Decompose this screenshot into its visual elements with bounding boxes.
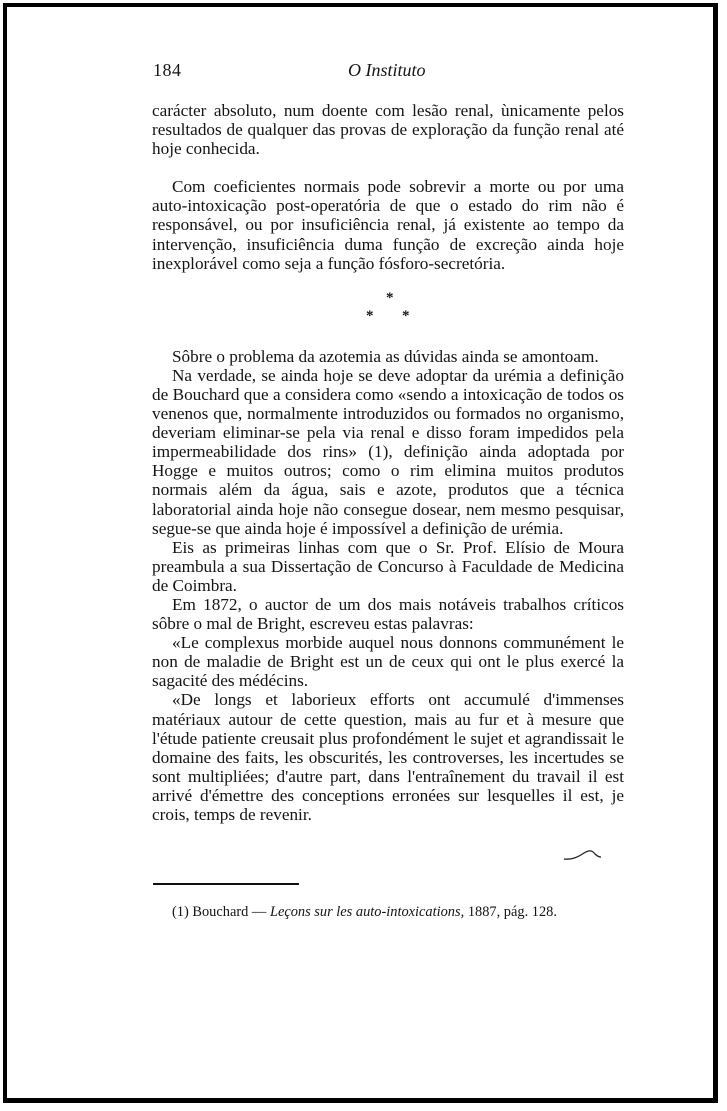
paragraph-elisio-de-moura: Eis as primeiras linhas com que o Sr. Prof. Elísio de Moura preambula a sua Dissertação de Concurso à Faculdade de Medicina de Coimbra. (152, 537, 624, 595)
footnote-title: Leçons sur les auto-intoxications, (269, 904, 465, 920)
paragraph-continuation: carácter absoluto, num doente com lesão renal, ùnicamente pelos resultados de qualquer das provas de exploração da função renal até hoje conhecida. (152, 101, 624, 159)
running-title: O Instituto (348, 60, 426, 80)
footnote (172, 904, 557, 921)
page-number: 184 (153, 60, 182, 80)
paragraph-coefficients: Com coeficientes normais pode sobrevir a morte ou por uma auto-intoxicação post-operatória de que o estado do rim não é responsável, ou por insuficiência renal, já existente ao tempo da intervenção, insuficiência duma função de excreção ainda hoje inexplorável como seja a função fósforo-secretória. (152, 177, 624, 273)
pen-mark (562, 848, 602, 862)
quote-paragraph-2: «De longs et laborieux efforts ont accumulé d'immenses matériaux autour de cette question, mais au fur et à mesure que l'étude patiente creusait plus profondément le sujet et agrandissait le domaine des faits, les obscurités, les controverses, les incertudes se sont multipliées; d'autre part, dans l'entraînement du travail il est arrivé d'émettre des conceptions erronées sur lesquelles il est, je crois, temps de revenir. (152, 690, 624, 824)
paragraph-1872: Em 1872, o auctor de um dos mais notáveis trabalhos críticos sôbre o mal de Bright, escreveu estas palavras: (152, 594, 624, 634)
asterism-star: * (386, 289, 394, 306)
page-header (153, 60, 623, 86)
footnote-rule (153, 883, 299, 885)
footnote-marker: (1) (172, 904, 189, 920)
section-break-asterism (152, 273, 624, 347)
asterism-star: * (366, 307, 374, 324)
body-text (152, 101, 624, 824)
footnote-details: 1887, pág. 128. (467, 904, 557, 920)
asterism-star: * (402, 307, 410, 324)
quote-paragraph-1: «Le complexus morbide auquel nous donnons communément le non de maladie de Bright est un de ceux qui ont le plus exercé la sagacité des médécins. (152, 633, 624, 691)
paragraph-azotemia: Sôbre o problema da azotemia as dúvidas ainda se amontoam. (172, 346, 599, 366)
paragraph-bouchard-definition: Na verdade, se ainda hoje se deve adoptar da urémia a definição de Bouchard que a considera como «sendo a intoxicação de todos os venenos que, normalmente introduzidos ou formados no organismo, deveriam eliminar-se pela via renal e disso foram impedidos pela impermeabilidade dos rins» (1), definição ainda adoptada por Hogge e muitos outros; como o rim elimina muitos produtos normais além da água, sais e azote, produtos que a técnica laboratorial ainda hoje não consegue dosear, nem mesmo pesquisar, segue-se que ainda hoje é impossível a definição de urémia. (152, 365, 624, 538)
footnote-author: Bouchard — (192, 904, 267, 920)
